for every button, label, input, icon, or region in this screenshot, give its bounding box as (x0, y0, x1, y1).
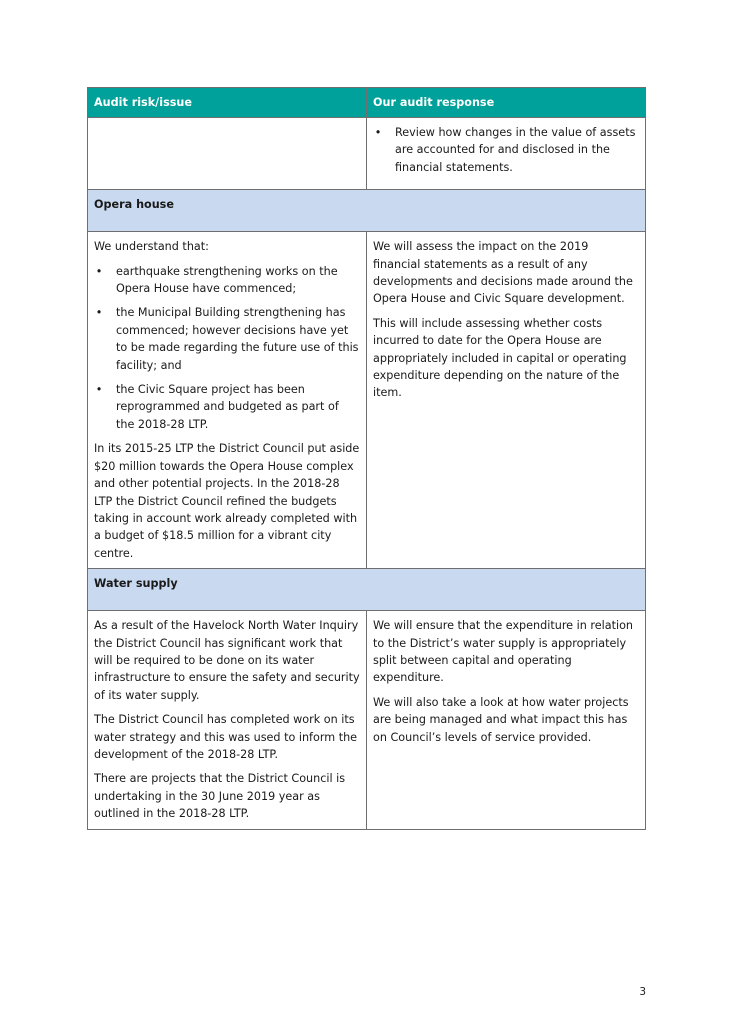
response-cell-continued (367, 118, 646, 190)
column-header-audit-risk: Audit risk/issue (88, 88, 367, 118)
issue-paragraph: The District Council has completed work on its water strategy and this was used to inform the development of the 2018-28 LTP. (94, 713, 358, 761)
response-cell-water-supply (367, 611, 646, 829)
issue-bullet-text: earthquake strengthening works on the Opera House have commenced; (116, 264, 338, 296)
list-item (94, 381, 360, 433)
bullet-icon: • (95, 306, 103, 320)
issue-intro: We understand that: (94, 240, 209, 254)
response-paragraph: We will also take a look at how water projects are being managed and what impact this has on Council’s levels of service provided. (373, 695, 629, 744)
response-paragraph: This will include assessing whether costs incurred to date for the Opera House are appropriately included in capital or operating expenditure depending on the nature of the item. (373, 316, 627, 400)
bullet-icon: • (95, 264, 103, 278)
response-paragraph: We will assess the impact on the 2019 financial statements as a result of any developments and decisions made around the Opera House and Civic Square development. (373, 240, 633, 306)
issue-bullet-list (94, 263, 360, 434)
section-title-opera-house: Opera house (88, 190, 646, 232)
table-row-opera-house (88, 232, 646, 569)
issue-bullet-text: the Municipal Building strengthening has commenced; however decisions have yet to be made regarding the future use of this facility; and (116, 306, 359, 372)
table-header-row (88, 88, 646, 118)
page-number: 3 (639, 986, 646, 998)
issue-bullet-text: the Civic Square project has been reprogrammed and budgeted as part of the 2018-28 LTP. (116, 383, 339, 431)
issue-paragraph: In its 2015-25 LTP the District Council put aside $20 million towards the Opera House complex and other potential projects. In the 2018-28 LTP the District Council refined the budgets taking in account work already completed with a budget of $18.5 million for a vibrant city centre. (94, 442, 360, 560)
table-row-water-supply (88, 611, 646, 829)
column-header-audit-response: Our audit response (367, 88, 646, 118)
issue-cell-water-supply (88, 611, 367, 829)
issue-cell-continued (88, 118, 367, 190)
section-row-opera-house (88, 190, 646, 232)
section-row-water-supply (88, 569, 646, 611)
response-cell-opera-house (367, 232, 646, 569)
list-item (373, 124, 639, 176)
table-row-continued (88, 118, 646, 190)
list-item (94, 263, 360, 298)
response-bullet-text: Review how changes in the value of assets are accounted for and disclosed in the financial statements. (395, 126, 636, 174)
section-title-water-supply: Water supply (88, 569, 646, 611)
issue-cell-opera-house (88, 232, 367, 569)
response-paragraph: We will ensure that the expenditure in relation to the District’s water supply is appropriately split between capital and operating expenditure. (373, 619, 633, 685)
response-bullet-list (373, 124, 639, 176)
list-item (94, 304, 360, 374)
bullet-icon: • (374, 126, 382, 139)
issue-paragraph: There are projects that the District Council is undertaking in the 30 June 2019 year as outlined in the 2018-28 LTP. (94, 772, 346, 821)
audit-table (87, 87, 646, 830)
issue-paragraph: As a result of the Havelock North Water Inquiry the District Council has significant work that will be required to be done on its water infrastructure to ensure the safety and security of its water supply. (94, 619, 360, 702)
bullet-icon: • (95, 383, 103, 397)
